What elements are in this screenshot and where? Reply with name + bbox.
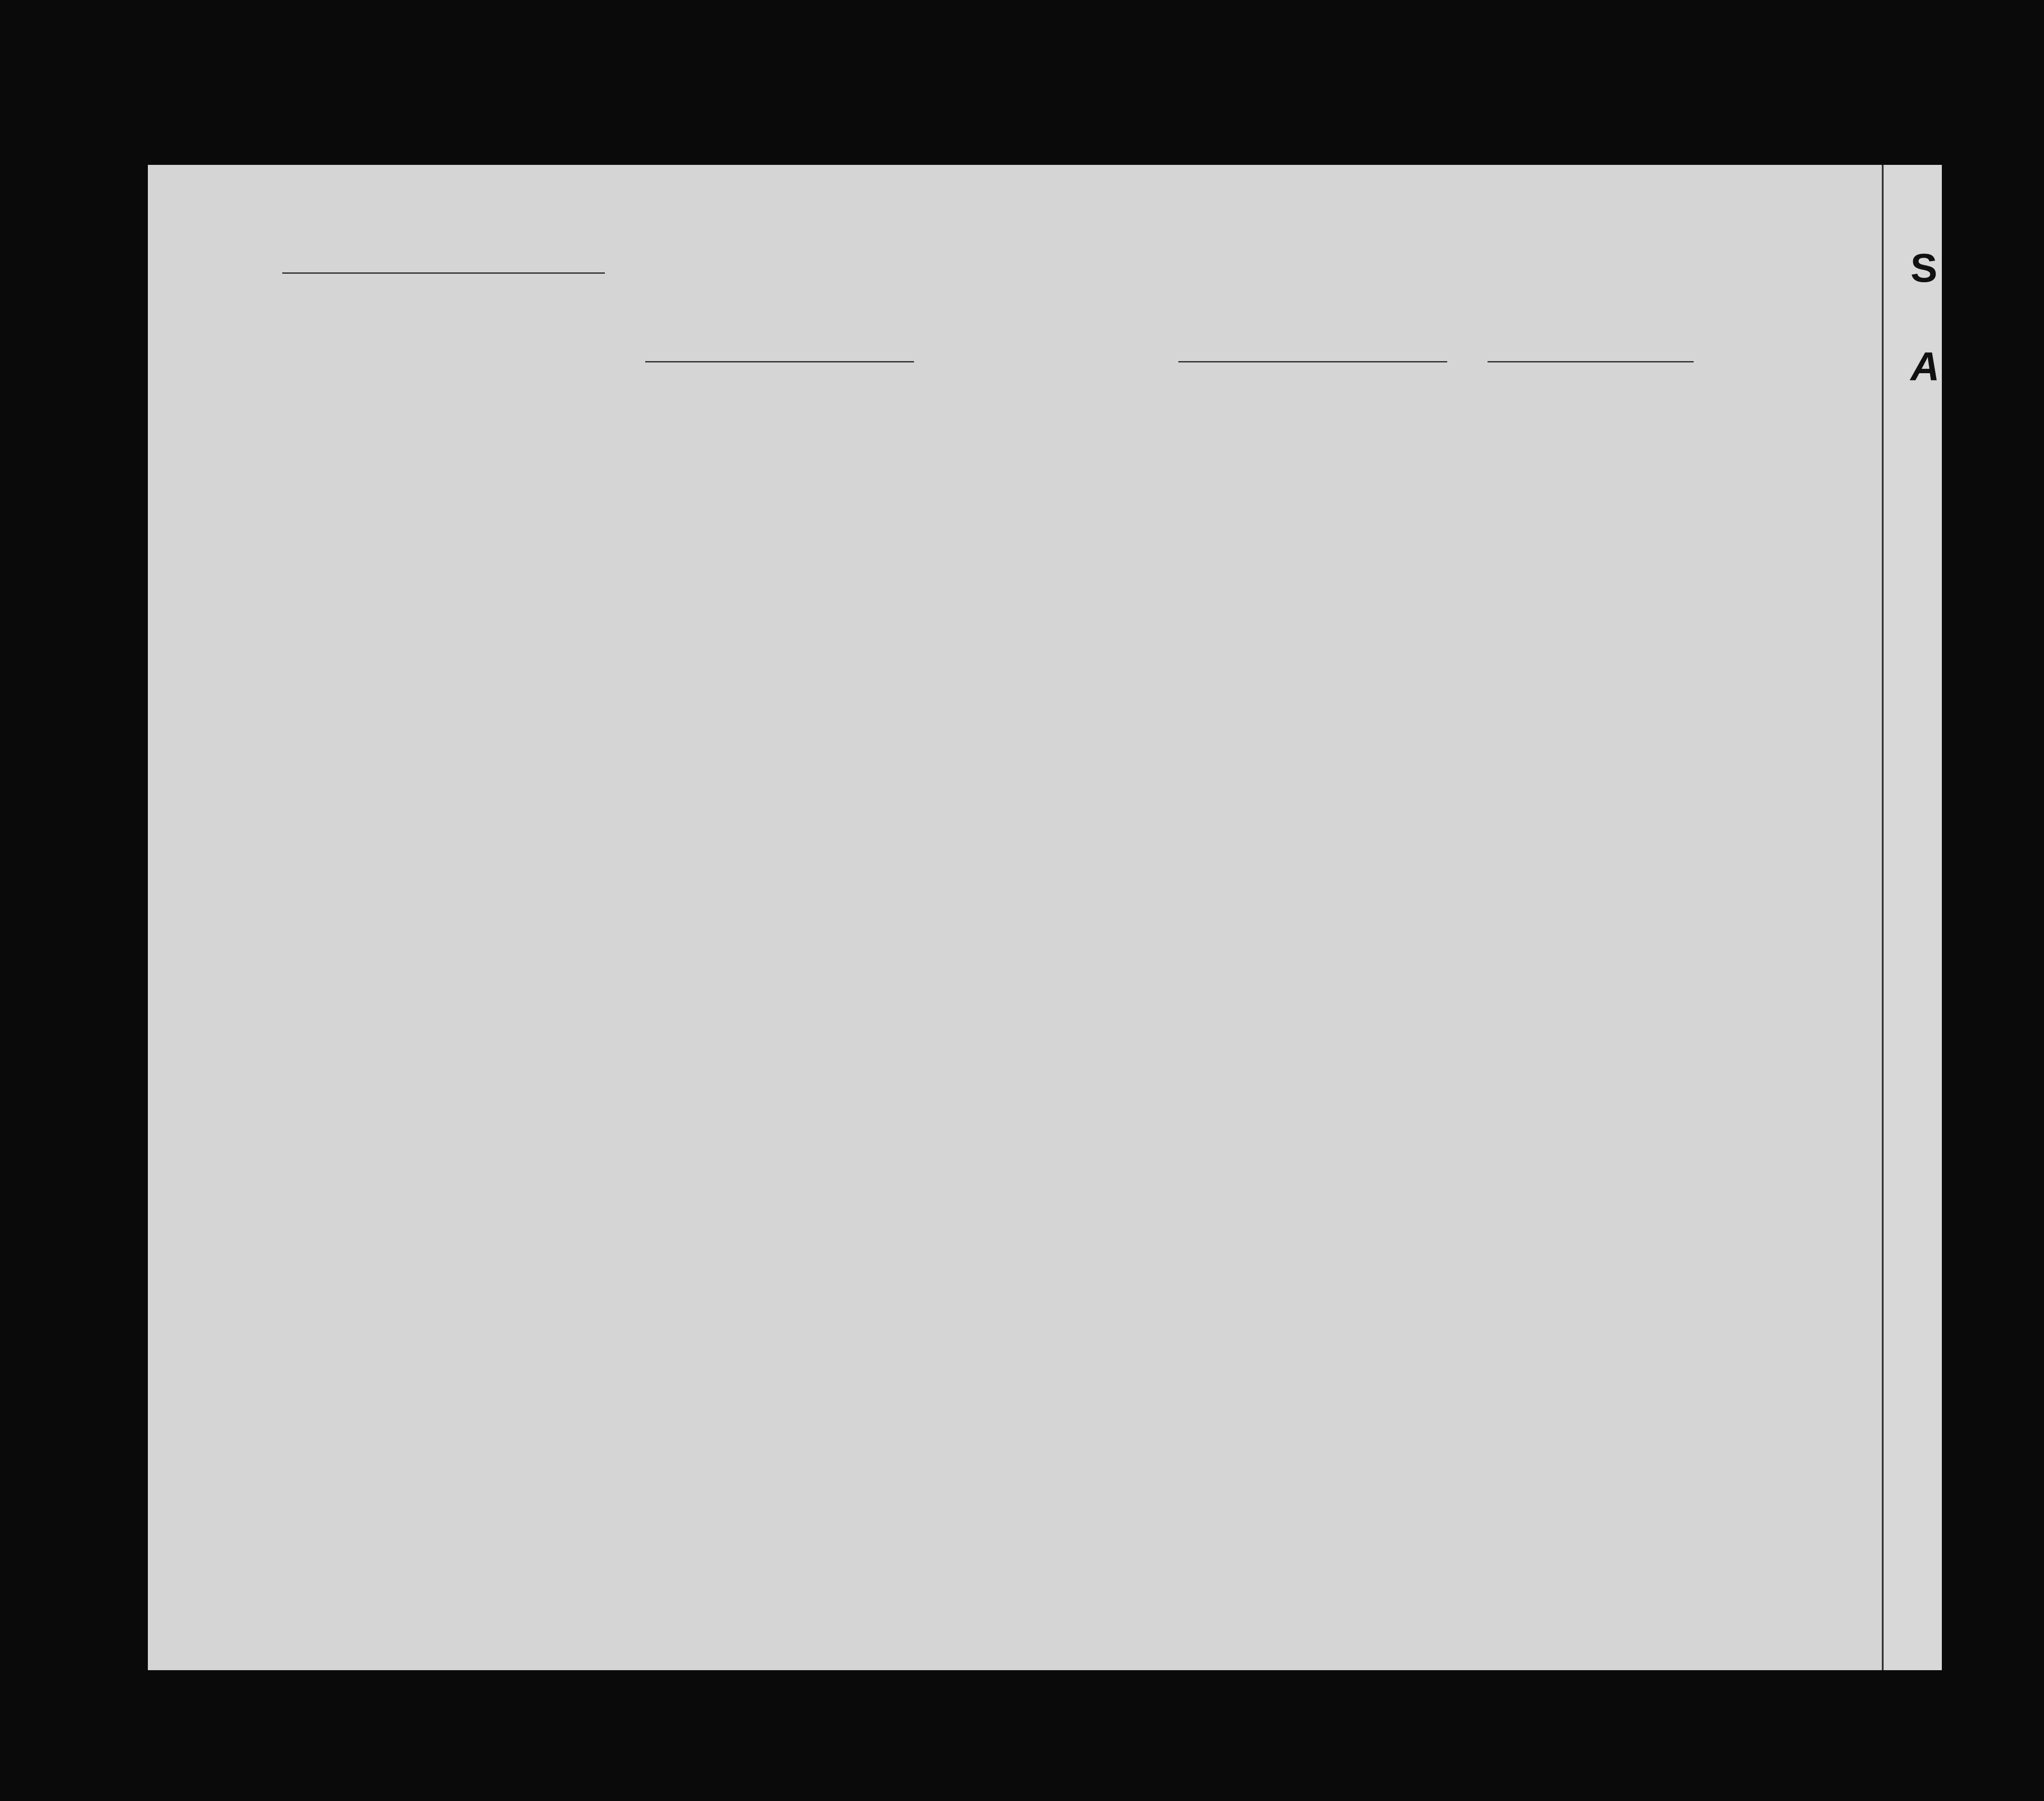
next-page-flap — [1882, 165, 1942, 1670]
flap-letter-s: S — [1910, 246, 1938, 291]
manifest-sheet — [148, 165, 1931, 1670]
table-grid — [148, 165, 1931, 1670]
flap-letter-a: A — [1910, 345, 1940, 389]
